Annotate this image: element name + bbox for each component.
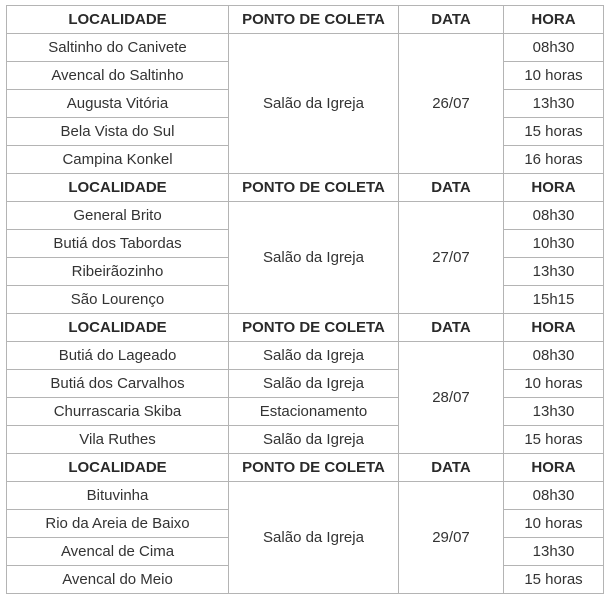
header-collection-point: PONTO DE COLETA — [229, 174, 399, 202]
header-collection-point: PONTO DE COLETA — [229, 6, 399, 34]
collection-point-cell: Salão da Igreja — [229, 34, 399, 174]
locality-cell: Churrascaria Skiba — [7, 398, 229, 426]
collection-point-cell: Estacionamento — [229, 398, 399, 426]
locality-cell: Campina Konkel — [7, 146, 229, 174]
header-row — [7, 314, 604, 342]
locality-cell: São Lourenço — [7, 286, 229, 314]
time-cell: 13h30 — [504, 398, 604, 426]
locality-cell: General Brito — [7, 202, 229, 230]
collection-point-cell: Salão da Igreja — [229, 482, 399, 594]
table-row — [7, 370, 604, 398]
table-row — [7, 342, 604, 370]
time-cell: 10 horas — [504, 510, 604, 538]
header-time: HORA — [504, 314, 604, 342]
table-row — [7, 398, 604, 426]
locality-cell: Avencal do Saltinho — [7, 62, 229, 90]
collection-point-cell: Salão da Igreja — [229, 426, 399, 454]
time-cell: 13h30 — [504, 90, 604, 118]
header-time: HORA — [504, 6, 604, 34]
collection-point-cell: Salão da Igreja — [229, 342, 399, 370]
header-locality: LOCALIDADE — [7, 174, 229, 202]
time-cell: 08h30 — [504, 482, 604, 510]
locality-cell: Rio da Areia de Baixo — [7, 510, 229, 538]
date-cell: 28/07 — [399, 342, 504, 454]
header-date: DATA — [399, 6, 504, 34]
time-cell: 15 horas — [504, 426, 604, 454]
locality-cell: Bela Vista do Sul — [7, 118, 229, 146]
date-cell: 29/07 — [399, 482, 504, 594]
locality-cell: Bituvinha — [7, 482, 229, 510]
locality-cell: Vila Ruthes — [7, 426, 229, 454]
locality-cell: Ribeirãozinho — [7, 258, 229, 286]
time-cell: 10h30 — [504, 230, 604, 258]
collection-schedule-table — [6, 5, 604, 594]
locality-cell: Augusta Vitória — [7, 90, 229, 118]
time-cell: 13h30 — [504, 538, 604, 566]
time-cell: 10 horas — [504, 62, 604, 90]
header-collection-point: PONTO DE COLETA — [229, 314, 399, 342]
table-row — [7, 426, 604, 454]
collection-point-cell: Salão da Igreja — [229, 370, 399, 398]
header-locality: LOCALIDADE — [7, 454, 229, 482]
header-row — [7, 6, 604, 34]
time-cell: 08h30 — [504, 202, 604, 230]
header-collection-point: PONTO DE COLETA — [229, 454, 399, 482]
locality-cell: Avencal do Meio — [7, 566, 229, 594]
table-row — [7, 202, 604, 230]
table-row — [7, 482, 604, 510]
locality-cell: Butiá dos Carvalhos — [7, 370, 229, 398]
locality-cell: Butiá do Lageado — [7, 342, 229, 370]
time-cell: 08h30 — [504, 34, 604, 62]
header-locality: LOCALIDADE — [7, 6, 229, 34]
header-time: HORA — [504, 174, 604, 202]
header-time: HORA — [504, 454, 604, 482]
time-cell: 10 horas — [504, 370, 604, 398]
header-locality: LOCALIDADE — [7, 314, 229, 342]
locality-cell: Avencal de Cima — [7, 538, 229, 566]
collection-point-cell: Salão da Igreja — [229, 202, 399, 314]
time-cell: 15h15 — [504, 286, 604, 314]
date-cell: 27/07 — [399, 202, 504, 314]
time-cell: 13h30 — [504, 258, 604, 286]
table-row — [7, 34, 604, 62]
header-date: DATA — [399, 174, 504, 202]
time-cell: 08h30 — [504, 342, 604, 370]
header-row — [7, 454, 604, 482]
header-date: DATA — [399, 314, 504, 342]
header-row — [7, 174, 604, 202]
locality-cell: Butiá dos Tabordas — [7, 230, 229, 258]
time-cell: 16 horas — [504, 146, 604, 174]
header-date: DATA — [399, 454, 504, 482]
schedule-table-container — [6, 5, 604, 594]
locality-cell: Saltinho do Canivete — [7, 34, 229, 62]
date-cell: 26/07 — [399, 34, 504, 174]
time-cell: 15 horas — [504, 118, 604, 146]
time-cell: 15 horas — [504, 566, 604, 594]
